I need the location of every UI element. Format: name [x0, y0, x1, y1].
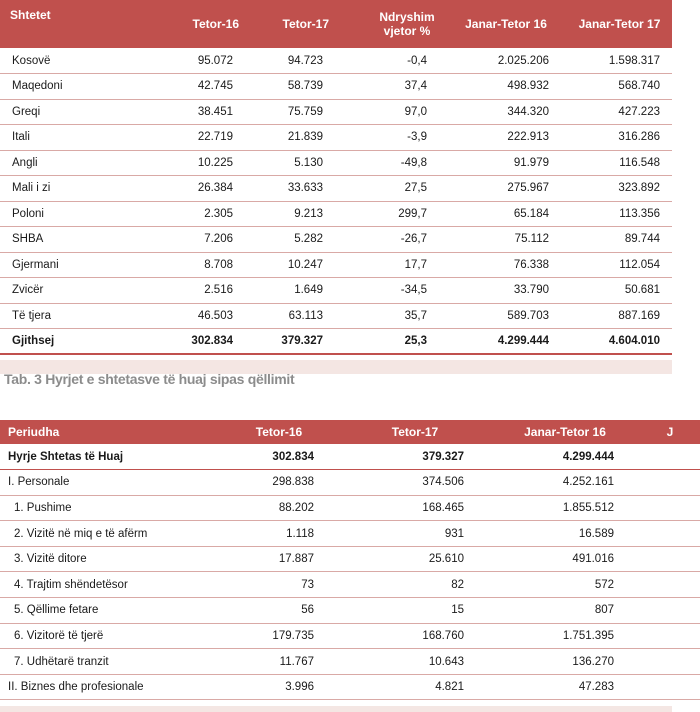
arrivals-by-purpose-table-container — [0, 420, 672, 700]
table-cell: 427.223 — [567, 99, 672, 125]
table1-header — [0, 0, 672, 48]
bottom-strip — [0, 706, 672, 712]
table-row — [0, 125, 672, 151]
country-name: Itali — [0, 125, 120, 151]
table-cell: 65.184 — [445, 201, 567, 227]
table-row — [0, 201, 672, 227]
table-cell: 572 — [490, 572, 640, 598]
table-cell: 16.589 — [490, 521, 640, 547]
arrivals-by-purpose-table — [0, 420, 700, 700]
table-cell: 8.708 — [120, 252, 245, 278]
country-name: Kosovë — [0, 48, 120, 74]
table-row — [0, 227, 672, 253]
table-cell: -26,7 — [335, 227, 445, 253]
table-cell: 4.821 — [340, 674, 490, 700]
table-cell: 26.384 — [120, 176, 245, 202]
purpose-name: II. Biznes dhe profesionale — [0, 674, 218, 700]
purpose-name: 7. Udhëtarë tranzit — [0, 649, 218, 675]
table-cell: 302.834 — [218, 444, 340, 470]
table-cell: 931 — [340, 521, 490, 547]
table-cell: -49,8 — [335, 150, 445, 176]
table1-header-cell: Ndryshim vjetor % — [379, 10, 435, 38]
table-cell: 2.025.206 — [445, 48, 567, 74]
table-cell: 302.834 — [120, 329, 245, 355]
table-cell — [640, 674, 700, 700]
country-name: Greqi — [0, 99, 120, 125]
table-row — [0, 48, 672, 74]
table-row — [0, 99, 672, 125]
table-cell: 7.206 — [120, 227, 245, 253]
table-cell: 4.299.444 — [445, 329, 567, 355]
table-cell: 75.759 — [245, 99, 335, 125]
table-cell: 9.213 — [245, 201, 335, 227]
table-cell — [640, 470, 700, 496]
table-cell: 491.016 — [490, 546, 640, 572]
table-cell: 35,7 — [335, 303, 445, 329]
table-cell: 4.604.010 — [567, 329, 672, 355]
table-cell: 97,0 — [335, 99, 445, 125]
table-row — [0, 176, 672, 202]
purpose-name: I. Personale — [0, 470, 218, 496]
table-cell — [640, 521, 700, 547]
table-cell: 275.967 — [445, 176, 567, 202]
table-cell: -0,4 — [335, 48, 445, 74]
arrivals-by-country-table-container — [0, 0, 672, 355]
table-cell: 116.548 — [567, 150, 672, 176]
table1-header-cell: Janar-Tetor 16 — [465, 17, 547, 31]
table-cell: 58.739 — [245, 74, 335, 100]
table-cell: 112.054 — [567, 252, 672, 278]
table-cell: 3.996 — [218, 674, 340, 700]
table2-header-cell: Tetor-17 — [391, 425, 439, 439]
table-row — [0, 278, 672, 304]
table-cell: 38.451 — [120, 99, 245, 125]
table1-body — [0, 48, 672, 354]
table-cell: 10.643 — [340, 649, 490, 675]
purpose-name: 2. Vizitë në miq e të afërm — [0, 521, 218, 547]
table-cell: 498.932 — [445, 74, 567, 100]
table-cell: 5.130 — [245, 150, 335, 176]
purpose-name: 3. Vizitë ditore — [0, 546, 218, 572]
purpose-name: 1. Pushime — [0, 495, 218, 521]
table-cell: 88.202 — [218, 495, 340, 521]
arrivals-by-country-table — [0, 0, 672, 355]
table-cell: 15 — [340, 598, 490, 624]
table-cell: 2.516 — [120, 278, 245, 304]
table-cell: 113.356 — [567, 201, 672, 227]
table-cell: 179.735 — [218, 623, 340, 649]
table-cell — [640, 649, 700, 675]
table-cell: 568.740 — [567, 74, 672, 100]
table-cell — [640, 546, 700, 572]
table2-header-cell: Tetor-16 — [255, 425, 303, 439]
table2-header-cell: J — [666, 425, 674, 439]
table-cell: 589.703 — [445, 303, 567, 329]
table-cell: -34,5 — [335, 278, 445, 304]
purpose-name: 5. Qëllime fetare — [0, 598, 218, 624]
table-row — [0, 521, 700, 547]
table-cell: 4.252.161 — [490, 470, 640, 496]
table-cell: 37,4 — [335, 74, 445, 100]
country-name: Poloni — [0, 201, 120, 227]
table-cell: 50.681 — [567, 278, 672, 304]
table-cell: 887.169 — [567, 303, 672, 329]
table-cell: 379.327 — [245, 329, 335, 355]
country-name: Të tjera — [0, 303, 120, 329]
table-cell: 56 — [218, 598, 340, 624]
table-cell: 807 — [490, 598, 640, 624]
table-cell: 379.327 — [340, 444, 490, 470]
purpose-name: 6. Vizitorë të tjerë — [0, 623, 218, 649]
table-cell: 299,7 — [335, 201, 445, 227]
table-cell: 73 — [218, 572, 340, 598]
table-cell: 298.838 — [218, 470, 340, 496]
table-cell: 22.719 — [120, 125, 245, 151]
purpose-name: 4. Trajtim shëndetësor — [0, 572, 218, 598]
table-row — [0, 495, 700, 521]
table-cell: 1.598.317 — [567, 48, 672, 74]
table-cell: 89.744 — [567, 227, 672, 253]
table-row — [0, 444, 700, 470]
table-cell: 11.767 — [218, 649, 340, 675]
table2-header-cell: Janar-Tetor 16 — [524, 425, 606, 439]
country-name: Angli — [0, 150, 120, 176]
table-cell: 5.282 — [245, 227, 335, 253]
table-row — [0, 252, 672, 278]
table-cell: 168.465 — [340, 495, 490, 521]
table-cell: 168.760 — [340, 623, 490, 649]
table-row — [0, 649, 700, 675]
table-cell: 323.892 — [567, 176, 672, 202]
table2-body — [0, 444, 700, 700]
country-name: SHBA — [0, 227, 120, 253]
table-row — [0, 546, 700, 572]
table-cell: 27,5 — [335, 176, 445, 202]
table-cell: 21.839 — [245, 125, 335, 151]
table1-header-cell: Shtetet — [10, 8, 51, 22]
table-cell: 1.649 — [245, 278, 335, 304]
table-row — [0, 572, 700, 598]
purpose-name: Hyrje Shtetas të Huaj — [0, 444, 218, 470]
table-cell: 33.633 — [245, 176, 335, 202]
table-cell: 316.286 — [567, 125, 672, 151]
table-cell — [640, 495, 700, 521]
table-cell — [640, 444, 700, 470]
table-cell: 222.913 — [445, 125, 567, 151]
table-cell: 95.072 — [120, 48, 245, 74]
table-cell: -3,9 — [335, 125, 445, 151]
table-cell — [640, 623, 700, 649]
table-cell: 42.745 — [120, 74, 245, 100]
table-cell: 1.751.395 — [490, 623, 640, 649]
table-cell: 25,3 — [335, 329, 445, 355]
table-cell: 10.247 — [245, 252, 335, 278]
table-row — [0, 674, 700, 700]
table2-header-cell: Periudha — [8, 425, 60, 439]
table1-header-cell: Janar-Tetor 17 — [578, 17, 661, 31]
table-row — [0, 150, 672, 176]
table-cell: 75.112 — [445, 227, 567, 253]
table-cell: 344.320 — [445, 99, 567, 125]
table-cell — [640, 572, 700, 598]
table-cell: 33.790 — [445, 278, 567, 304]
table-row — [0, 303, 672, 329]
table1-header-cell: Tetor-16 — [192, 17, 239, 31]
table-cell: 94.723 — [245, 48, 335, 74]
table-cell: 25.610 — [340, 546, 490, 572]
table-cell: 63.113 — [245, 303, 335, 329]
table-cell: 91.979 — [445, 150, 567, 176]
table-row — [0, 74, 672, 100]
country-name: Zvicër — [0, 278, 120, 304]
table-cell: 10.225 — [120, 150, 245, 176]
country-name: Mali i zi — [0, 176, 120, 202]
table-cell: 76.338 — [445, 252, 567, 278]
table-cell: 4.299.444 — [490, 444, 640, 470]
table-cell — [640, 598, 700, 624]
table-cell: 82 — [340, 572, 490, 598]
country-name: Gjermani — [0, 252, 120, 278]
table-cell: 374.506 — [340, 470, 490, 496]
country-name: Maqedoni — [0, 74, 120, 100]
table-cell: 17,7 — [335, 252, 445, 278]
table3-caption: Tab. 3 Hyrjet e shtetasve të huaj sipas qëllimit — [4, 371, 295, 387]
table-cell: 46.503 — [120, 303, 245, 329]
table2-header — [0, 420, 700, 444]
table-cell: 2.305 — [120, 201, 245, 227]
table-row — [0, 470, 700, 496]
table1-header-cell: Tetor-17 — [282, 17, 329, 31]
table-row — [0, 623, 700, 649]
table-cell: 136.270 — [490, 649, 640, 675]
table-row — [0, 329, 672, 355]
table-cell: 47.283 — [490, 674, 640, 700]
table-row — [0, 598, 700, 624]
table-cell: 1.855.512 — [490, 495, 640, 521]
country-name: Gjithsej — [0, 329, 120, 355]
table-cell: 1.118 — [218, 521, 340, 547]
table-cell: 17.887 — [218, 546, 340, 572]
